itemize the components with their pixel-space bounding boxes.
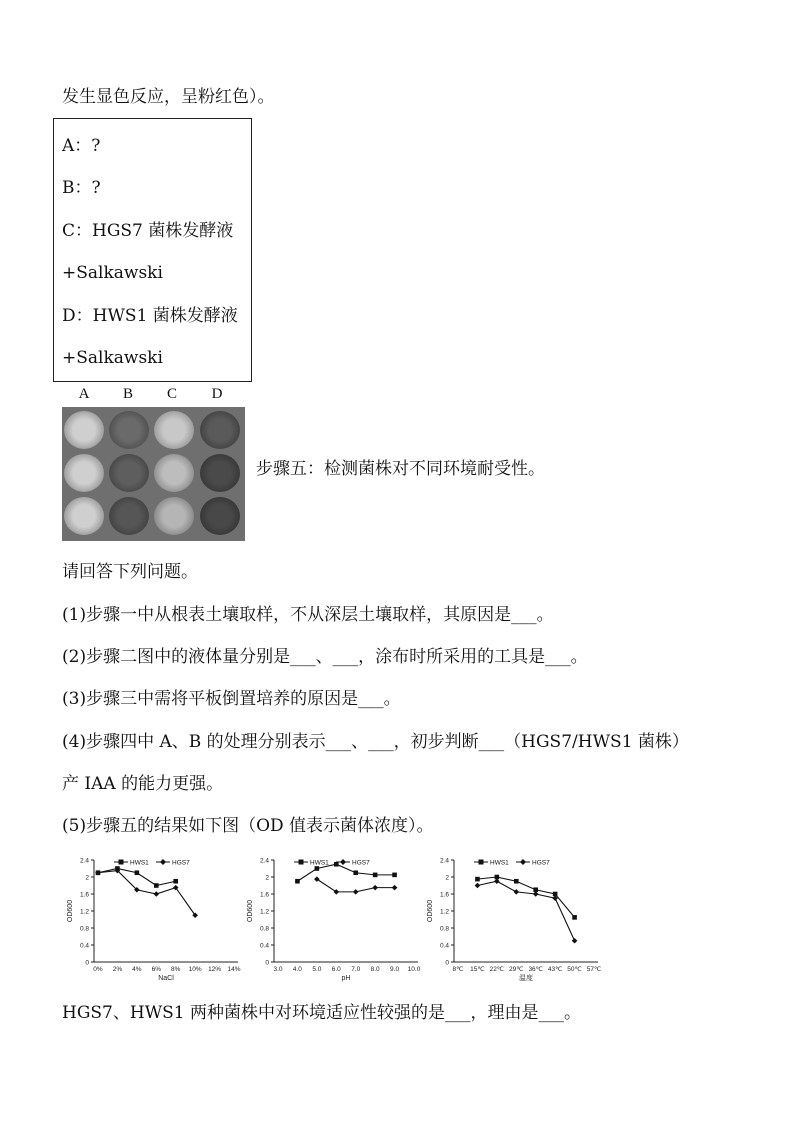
x-tick-label: 6% (151, 966, 161, 973)
x-tick-label: 4% (132, 966, 142, 973)
well (200, 411, 240, 449)
x-tick-label: 4.0 (292, 966, 302, 973)
x-tick-label: 43℃ (547, 966, 563, 973)
point-HGS7 (475, 883, 481, 889)
text-line-top: 发生显色反应，呈粉红色）。 (62, 87, 275, 107)
point-HGS7 (392, 885, 398, 891)
y-tick-label: 2 (445, 874, 449, 882)
y-tick-label: 0 (85, 959, 89, 967)
question-5: (5)步骤五的结果如下图（OD 值表示菌体浓度）。 (62, 816, 434, 836)
well (109, 454, 149, 492)
chart-ph-svg (240, 848, 430, 988)
y-tick-label: 0.4 (259, 942, 269, 950)
point-HWS1 (334, 862, 339, 867)
y-tick-label: 2.4 (79, 857, 89, 865)
box-item-d-reagent: +Salkawski (62, 348, 163, 368)
x-axis-label: 温度 (519, 975, 533, 982)
well (154, 497, 194, 535)
point-HWS1 (135, 870, 140, 875)
plate-column-labels (62, 386, 245, 406)
point-HGS7 (513, 889, 519, 895)
point-HWS1 (315, 866, 320, 871)
x-tick-label: 5.0 (312, 966, 322, 973)
well-plate-photo (62, 407, 245, 541)
point-HWS1 (392, 873, 397, 878)
y-tick-label: 2.4 (439, 857, 449, 865)
y-tick-label: 1.2 (439, 908, 449, 916)
y-tick-label: 0.8 (79, 925, 89, 933)
plate-label-c: C (166, 386, 177, 402)
point-HWS1 (154, 883, 159, 888)
y-axis-label: OD600 (67, 899, 74, 923)
series-line-HGS7 (477, 881, 574, 941)
x-tick-label: 0% (93, 966, 103, 973)
legend-marker (299, 860, 304, 865)
legend-label: HWS1 (490, 859, 509, 867)
x-tick-label: 10.0 (407, 966, 421, 973)
question-1: (1)步骤一中从根表土壤取样，不从深层土壤取样，其原因是___。 (62, 605, 554, 625)
point-HGS7 (314, 876, 320, 882)
legend-marker (340, 859, 346, 865)
legend-marker (479, 860, 484, 865)
plate-label-a: A (78, 386, 90, 402)
y-tick-label: 0.8 (439, 925, 449, 933)
well (64, 411, 104, 449)
box-item-c-reagent: +Salkawski (62, 263, 163, 283)
x-tick-label: 6.0 (331, 966, 341, 973)
x-tick-label: 10% (188, 966, 202, 973)
point-HWS1 (475, 877, 480, 882)
well (109, 411, 149, 449)
x-tick-label: 15℃ (470, 966, 485, 973)
question-4-line1: (4)步骤四中 A、B 的处理分别表示___、___，初步判断___（HGS7/HWS1 菌株） (62, 732, 689, 752)
chart-ph (240, 848, 430, 992)
x-tick-label: 12% (208, 966, 222, 973)
chart-temperature-svg (420, 848, 610, 988)
x-tick-label: 22℃ (489, 966, 505, 973)
series-line-HWS1 (477, 877, 574, 917)
x-tick-label: 36℃ (528, 966, 543, 973)
point-HWS1 (353, 870, 358, 875)
x-tick-label: 8% (171, 966, 181, 973)
step5-text: 步骤五：检测菌株对不同环境耐受性。 (256, 459, 545, 479)
question-2: (2)步骤二图中的液体量分别是___、___，涂布时所采用的工具是___。 (62, 647, 588, 667)
x-tick-label: 9.0 (390, 966, 400, 973)
x-axis-label: pH (341, 975, 351, 982)
plate-label-b: B (122, 386, 133, 402)
chart-nacl-svg (60, 848, 250, 988)
y-tick-label: 0.4 (439, 942, 449, 950)
x-tick-label: 3.0 (273, 966, 283, 973)
x-tick-label: 14% (227, 966, 241, 973)
plate-label-d: D (211, 386, 223, 402)
legend-label: HWS1 (130, 859, 149, 867)
x-tick-label: 7.0 (351, 966, 361, 973)
x-tick-label: 8℃ (452, 966, 464, 973)
prompt-text: 请回答下列问题。 (62, 562, 198, 582)
box-item-b: B：? (62, 178, 101, 198)
legend-label: HGS7 (352, 859, 370, 867)
x-tick-label: 57℃ (586, 966, 602, 973)
box-item-c: C：HGS7 菌株发酵液 (62, 221, 234, 241)
chart-temperature (420, 848, 610, 992)
y-tick-label: 1.6 (439, 891, 449, 899)
legend-marker (520, 859, 526, 865)
box-item-d: D：HWS1 菌株发酵液 (62, 306, 238, 326)
point-HGS7 (153, 891, 159, 897)
legend-label: HGS7 (532, 859, 550, 867)
x-tick-label: 2% (112, 966, 123, 973)
series-line-HGS7 (98, 871, 195, 916)
y-tick-label: 2 (265, 874, 269, 882)
y-tick-label: 0.8 (259, 925, 269, 933)
series-line-HWS1 (297, 864, 394, 881)
well (154, 454, 194, 492)
y-axis-label: OD600 (247, 899, 254, 923)
legend-label: HGS7 (172, 859, 190, 867)
final-question: HGS7、HWS1 两种菌株中对环境适应性较强的是___，理由是___。 (62, 1003, 582, 1023)
y-tick-label: 1.6 (79, 891, 89, 899)
legend-label: HWS1 (310, 859, 329, 867)
chart-nacl (60, 848, 250, 992)
question-3: (3)步骤三中需将平板倒置培养的原因是___。 (62, 689, 401, 709)
box-item-a: A：? (62, 136, 101, 156)
x-tick-label: 8.0 (370, 966, 380, 973)
legend-marker (119, 860, 124, 865)
well (64, 454, 104, 492)
y-tick-label: 1.6 (259, 891, 269, 899)
y-tick-label: 2 (85, 874, 89, 882)
y-tick-label: 0 (265, 959, 269, 967)
y-tick-label: 0 (445, 959, 449, 967)
question-4-line2: 产 IAA 的能力更强。 (62, 774, 224, 794)
y-axis-label: OD600 (427, 899, 434, 923)
well (154, 411, 194, 449)
well (200, 497, 240, 535)
legend-marker (160, 859, 166, 865)
point-HGS7 (572, 938, 578, 944)
point-HWS1 (173, 879, 178, 884)
point-HGS7 (372, 885, 378, 891)
x-tick-label: 50℃ (567, 966, 582, 973)
point-HWS1 (373, 873, 378, 878)
point-HWS1 (514, 879, 519, 884)
y-tick-label: 1.2 (259, 908, 269, 916)
x-axis-label: NaCl (158, 975, 174, 982)
point-HWS1 (572, 915, 577, 920)
well (109, 497, 149, 535)
point-HGS7 (353, 889, 359, 895)
point-HWS1 (295, 879, 300, 884)
well (64, 497, 104, 535)
point-HGS7 (333, 889, 339, 895)
y-tick-label: 1.2 (79, 908, 89, 916)
treatment-box (53, 118, 252, 382)
x-tick-label: 29℃ (509, 966, 524, 973)
y-tick-label: 2.4 (259, 857, 269, 865)
y-tick-label: 0.4 (79, 942, 89, 950)
well (200, 454, 240, 492)
